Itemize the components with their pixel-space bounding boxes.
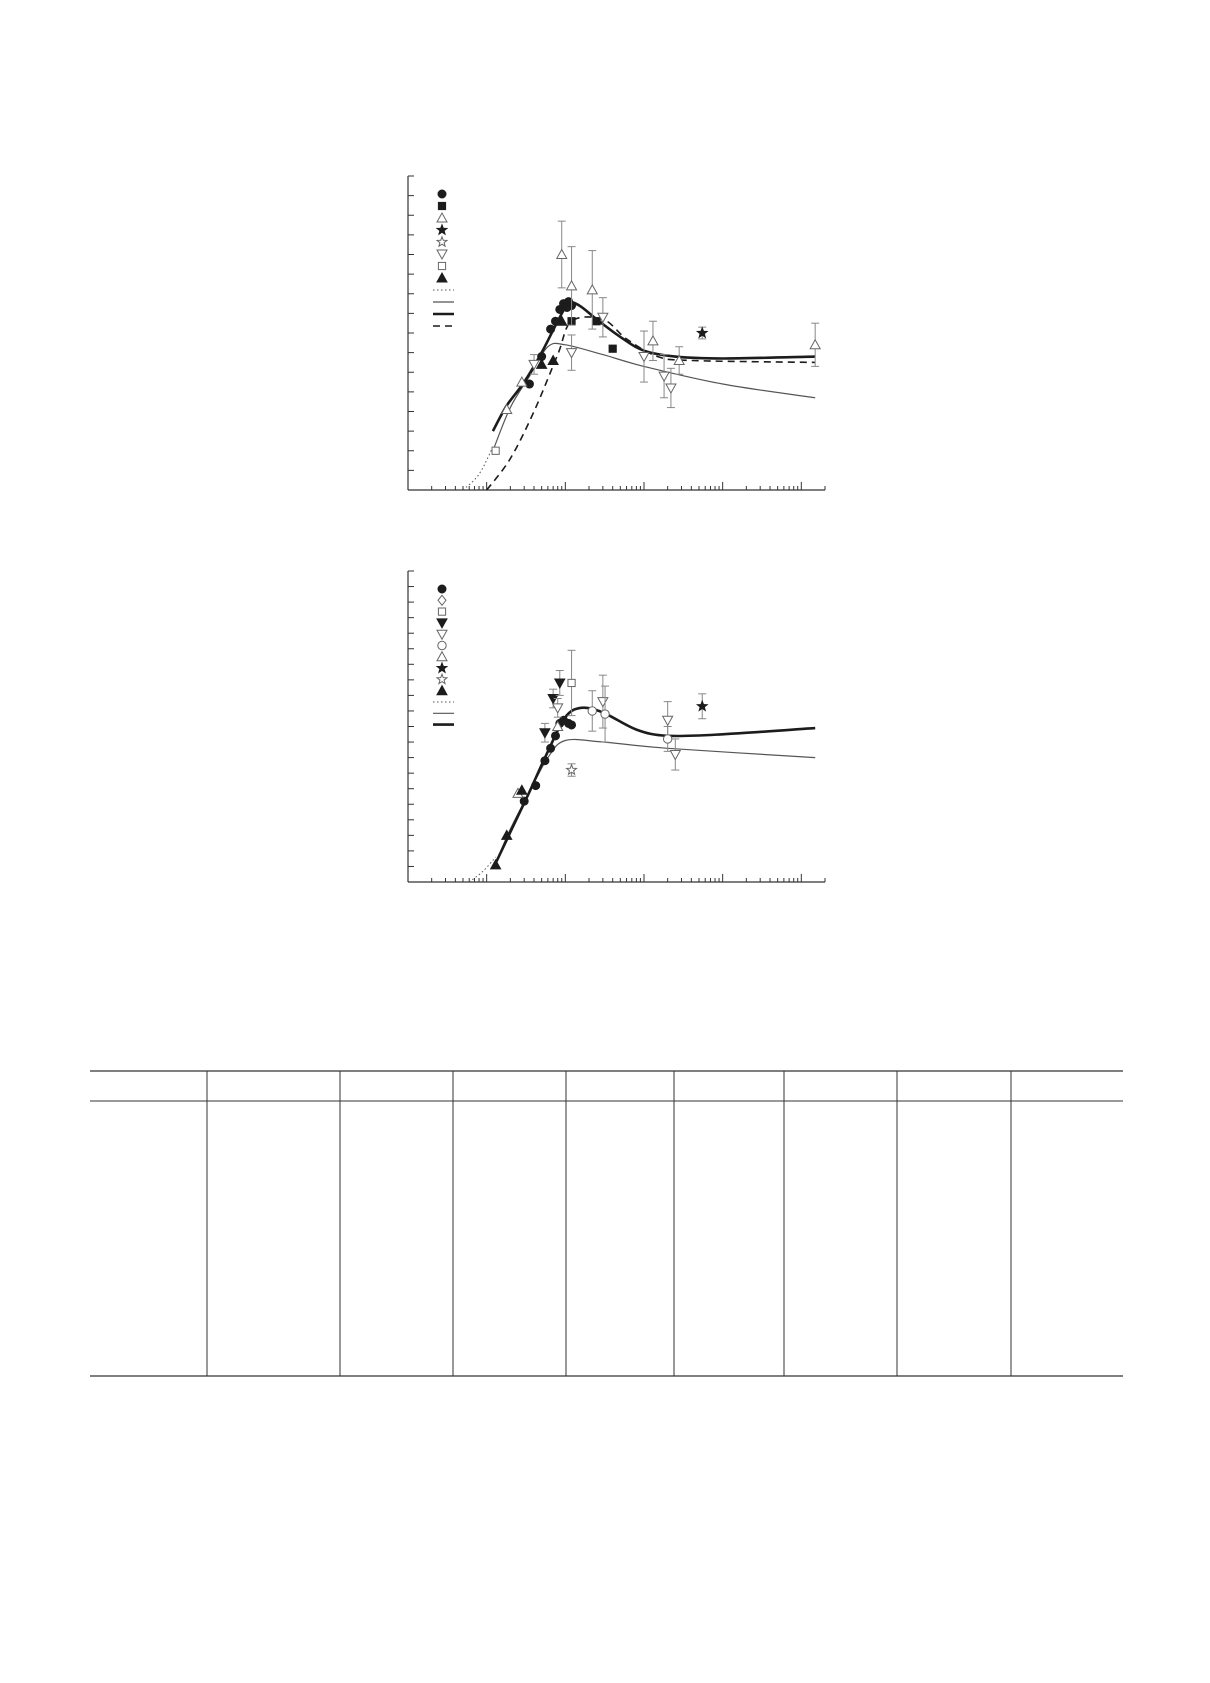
legend-marker-filled-star [437,663,447,672]
data-point-filled-circle [547,325,555,333]
legend-marker-filled-circle [438,190,446,198]
data-point-open-triangle-up [567,281,577,290]
data-point-filled-triangle-up [491,860,501,869]
legend-marker-open-triangle-down [437,630,447,639]
legend-marker-open-square [438,608,445,615]
data-point-filled-circle [547,744,555,752]
legend-marker-open-triangle-up [437,213,447,222]
data-point-filled-square [609,345,616,352]
data-point-open-triangle-down [659,372,669,381]
data-point-open-square [568,679,575,686]
data-point-filled-triangle-up [548,355,558,364]
data-point-open-circle [588,707,596,715]
data-point-open-triangle-down [598,698,608,707]
legend-marker-open-triangle-up [437,652,447,661]
data-point-open-triangle-up [810,340,820,349]
data-point-open-triangle-up [587,285,597,294]
data-point-filled-triangle-down [555,679,565,688]
legend-marker-filled-triangle-up [437,686,447,695]
data-point-open-triangle-down [567,349,577,358]
legend-marker-open-circle [438,641,446,649]
data-point-open-triangle-down [639,353,649,362]
data-point-open-square [492,447,499,454]
data-point-filled-circle [532,782,540,790]
legend-marker-open-diamond [438,595,446,605]
data-point-open-star [567,765,577,774]
data-point-filled-circle [551,732,559,740]
curve-dotted [469,857,495,882]
chart-1 [408,176,825,490]
chart-2 [408,571,825,882]
data-point-open-circle [601,710,609,718]
legend-marker-open-star [437,237,447,246]
data-point-filled-triangle-down [540,729,550,738]
legend-marker-filled-circle [438,585,446,593]
data-point-filled-star [697,701,707,710]
data-point-open-triangle-up [648,336,658,345]
data-point-open-triangle-down [666,384,676,393]
table [90,1071,1123,1376]
data-point-open-triangle-up [557,250,567,259]
legend-marker-filled-triangle-up [437,273,447,282]
data-point-filled-circle [541,757,549,765]
legend-marker-filled-triangle-down [437,619,447,628]
data-point-open-triangle-down [663,716,673,725]
curve-dotted [463,447,493,490]
legend-marker-open-square [438,262,445,269]
data-point-open-circle [663,735,671,743]
data-point-open-triangle-down [670,750,680,759]
data-point-filled-square [593,318,600,325]
legend-marker-filled-star [437,225,447,234]
data-point-filled-star [697,328,707,337]
data-point-filled-circle [525,380,533,388]
data-point-filled-circle [520,797,528,805]
data-point-filled-circle [568,721,576,729]
legend-marker-open-star [437,674,447,683]
legend-marker-filled-square [438,202,445,209]
legend-marker-open-triangle-down [437,250,447,259]
